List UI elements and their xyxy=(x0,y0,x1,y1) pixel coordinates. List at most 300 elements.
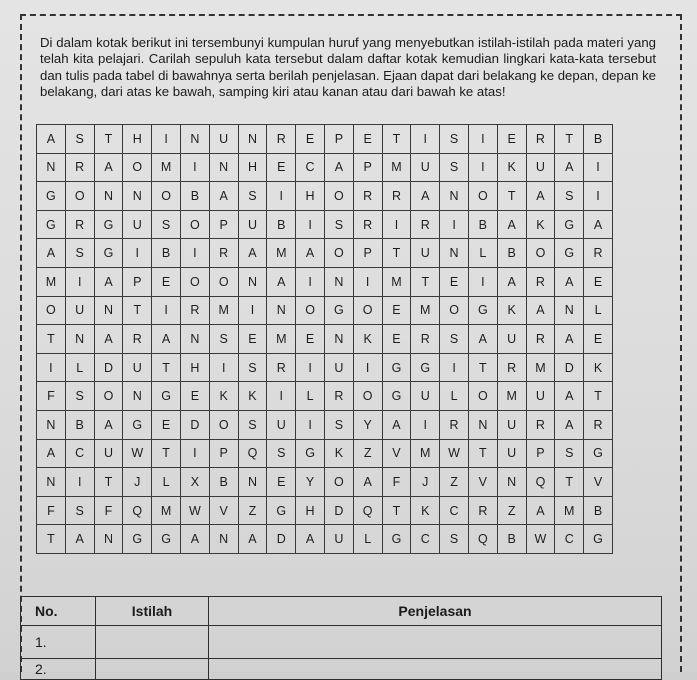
grid-letter-cell[interactable]: I xyxy=(584,153,613,182)
grid-letter-cell[interactable]: N xyxy=(324,267,353,296)
grid-letter-cell[interactable]: I xyxy=(468,125,497,154)
grid-letter-cell[interactable]: N xyxy=(238,468,267,497)
grid-letter-cell[interactable]: T xyxy=(468,439,497,468)
grid-letter-cell[interactable]: L xyxy=(296,382,325,411)
grid-letter-cell[interactable]: F xyxy=(37,382,66,411)
grid-letter-cell[interactable]: E xyxy=(584,325,613,354)
grid-letter-cell[interactable]: R xyxy=(267,125,296,154)
grid-letter-cell[interactable]: W xyxy=(526,525,555,554)
grid-letter-cell[interactable]: A xyxy=(209,182,238,211)
grid-letter-cell[interactable]: S xyxy=(440,525,469,554)
grid-letter-cell[interactable]: J xyxy=(411,468,440,497)
grid-letter-cell[interactable]: H xyxy=(180,353,209,382)
grid-letter-cell[interactable]: P xyxy=(209,210,238,239)
grid-letter-cell[interactable]: U xyxy=(123,210,152,239)
grid-letter-cell[interactable]: R xyxy=(411,325,440,354)
istilah-cell[interactable] xyxy=(96,626,209,659)
grid-letter-cell[interactable]: A xyxy=(382,410,411,439)
grid-letter-cell[interactable]: I xyxy=(468,153,497,182)
grid-letter-cell[interactable]: Z xyxy=(497,496,526,525)
grid-letter-cell[interactable]: R xyxy=(382,182,411,211)
grid-letter-cell[interactable]: B xyxy=(584,496,613,525)
grid-letter-cell[interactable]: U xyxy=(497,410,526,439)
grid-letter-cell[interactable]: U xyxy=(497,439,526,468)
grid-letter-cell[interactable]: E xyxy=(497,125,526,154)
grid-letter-cell[interactable]: U xyxy=(65,296,94,325)
grid-letter-cell[interactable]: N xyxy=(238,267,267,296)
grid-letter-cell[interactable]: Z xyxy=(238,496,267,525)
grid-letter-cell[interactable]: H xyxy=(123,125,152,154)
grid-letter-cell[interactable]: O xyxy=(324,182,353,211)
grid-letter-cell[interactable]: L xyxy=(468,239,497,268)
grid-letter-cell[interactable]: N xyxy=(94,296,123,325)
grid-letter-cell[interactable]: R xyxy=(526,267,555,296)
grid-letter-cell[interactable]: O xyxy=(180,267,209,296)
grid-letter-cell[interactable]: O xyxy=(526,239,555,268)
grid-letter-cell[interactable]: R xyxy=(468,496,497,525)
grid-letter-cell[interactable]: T xyxy=(37,525,66,554)
grid-letter-cell[interactable]: C xyxy=(296,153,325,182)
grid-letter-cell[interactable]: U xyxy=(324,525,353,554)
grid-letter-cell[interactable]: R xyxy=(209,239,238,268)
grid-letter-cell[interactable]: I xyxy=(209,353,238,382)
grid-letter-cell[interactable]: A xyxy=(468,325,497,354)
grid-letter-cell[interactable]: I xyxy=(353,267,382,296)
grid-letter-cell[interactable]: A xyxy=(353,468,382,497)
grid-letter-cell[interactable]: B xyxy=(468,210,497,239)
grid-letter-cell[interactable]: N xyxy=(180,325,209,354)
grid-letter-cell[interactable]: G xyxy=(382,382,411,411)
grid-letter-cell[interactable]: E xyxy=(296,325,325,354)
grid-letter-cell[interactable]: I xyxy=(267,182,296,211)
grid-letter-cell[interactable]: I xyxy=(411,410,440,439)
grid-letter-cell[interactable]: S xyxy=(555,182,584,211)
grid-letter-cell[interactable]: A xyxy=(296,525,325,554)
grid-letter-cell[interactable]: H xyxy=(238,153,267,182)
grid-letter-cell[interactable]: T xyxy=(123,296,152,325)
grid-letter-cell[interactable]: R xyxy=(123,325,152,354)
grid-letter-cell[interactable]: U xyxy=(411,382,440,411)
grid-letter-cell[interactable]: P xyxy=(123,267,152,296)
grid-letter-cell[interactable]: E xyxy=(152,410,181,439)
grid-letter-cell[interactable]: T xyxy=(152,353,181,382)
grid-letter-cell[interactable]: N xyxy=(123,382,152,411)
grid-letter-cell[interactable]: E xyxy=(152,267,181,296)
grid-letter-cell[interactable]: U xyxy=(94,439,123,468)
grid-letter-cell[interactable]: T xyxy=(555,468,584,497)
grid-letter-cell[interactable]: I xyxy=(37,353,66,382)
grid-letter-cell[interactable]: A xyxy=(238,525,267,554)
grid-letter-cell[interactable]: G xyxy=(555,210,584,239)
grid-letter-cell[interactable]: N xyxy=(324,325,353,354)
grid-letter-cell[interactable]: T xyxy=(37,325,66,354)
grid-letter-cell[interactable]: A xyxy=(267,267,296,296)
grid-letter-cell[interactable]: N xyxy=(37,468,66,497)
grid-letter-cell[interactable]: O xyxy=(37,296,66,325)
grid-letter-cell[interactable]: I xyxy=(65,267,94,296)
grid-letter-cell[interactable]: I xyxy=(152,125,181,154)
grid-letter-cell[interactable]: U xyxy=(526,382,555,411)
grid-letter-cell[interactable]: G xyxy=(37,210,66,239)
grid-letter-cell[interactable]: R xyxy=(267,353,296,382)
grid-letter-cell[interactable]: V xyxy=(382,439,411,468)
grid-letter-cell[interactable]: I xyxy=(296,267,325,296)
grid-letter-cell[interactable]: B xyxy=(180,182,209,211)
grid-letter-cell[interactable]: L xyxy=(353,525,382,554)
grid-letter-cell[interactable]: N xyxy=(37,153,66,182)
grid-letter-cell[interactable]: A xyxy=(94,267,123,296)
grid-letter-cell[interactable]: Q xyxy=(123,496,152,525)
grid-letter-cell[interactable]: A xyxy=(94,325,123,354)
grid-letter-cell[interactable]: O xyxy=(209,267,238,296)
grid-letter-cell[interactable]: C xyxy=(411,525,440,554)
grid-letter-cell[interactable]: Q xyxy=(468,525,497,554)
grid-letter-cell[interactable]: G xyxy=(584,439,613,468)
grid-letter-cell[interactable]: O xyxy=(468,382,497,411)
grid-letter-cell[interactable]: H xyxy=(296,496,325,525)
penjelasan-cell[interactable] xyxy=(209,626,662,659)
grid-letter-cell[interactable]: B xyxy=(65,410,94,439)
grid-letter-cell[interactable]: A xyxy=(526,182,555,211)
grid-letter-cell[interactable]: R xyxy=(65,153,94,182)
grid-letter-cell[interactable]: I xyxy=(180,153,209,182)
grid-letter-cell[interactable]: N xyxy=(440,182,469,211)
grid-letter-cell[interactable]: A xyxy=(526,496,555,525)
grid-letter-cell[interactable]: K xyxy=(497,296,526,325)
grid-letter-cell[interactable]: M xyxy=(209,296,238,325)
grid-letter-cell[interactable]: R xyxy=(584,410,613,439)
grid-letter-cell[interactable]: N xyxy=(209,153,238,182)
grid-letter-cell[interactable]: R xyxy=(353,182,382,211)
grid-letter-cell[interactable]: M xyxy=(411,439,440,468)
grid-letter-cell[interactable]: R xyxy=(497,353,526,382)
grid-letter-cell[interactable]: E xyxy=(238,325,267,354)
grid-letter-cell[interactable]: E xyxy=(382,296,411,325)
grid-letter-cell[interactable]: G xyxy=(324,296,353,325)
grid-letter-cell[interactable]: X xyxy=(180,468,209,497)
grid-letter-cell[interactable]: U xyxy=(123,353,152,382)
grid-letter-cell[interactable]: S xyxy=(65,125,94,154)
grid-letter-cell[interactable]: G xyxy=(123,525,152,554)
grid-letter-cell[interactable]: G xyxy=(382,353,411,382)
grid-letter-cell[interactable]: S xyxy=(152,210,181,239)
grid-letter-cell[interactable]: A xyxy=(37,239,66,268)
grid-letter-cell[interactable]: T xyxy=(382,239,411,268)
grid-letter-cell[interactable]: G xyxy=(94,210,123,239)
grid-letter-cell[interactable]: P xyxy=(353,239,382,268)
grid-letter-cell[interactable]: R xyxy=(584,239,613,268)
grid-letter-cell[interactable]: K xyxy=(584,353,613,382)
grid-letter-cell[interactable]: D xyxy=(555,353,584,382)
grid-letter-cell[interactable]: P xyxy=(526,439,555,468)
grid-letter-cell[interactable]: R xyxy=(324,382,353,411)
grid-letter-cell[interactable]: G xyxy=(555,239,584,268)
grid-letter-cell[interactable]: D xyxy=(94,353,123,382)
grid-letter-cell[interactable]: L xyxy=(65,353,94,382)
grid-letter-cell[interactable]: G xyxy=(152,525,181,554)
grid-letter-cell[interactable]: A xyxy=(555,267,584,296)
grid-letter-cell[interactable]: S xyxy=(65,496,94,525)
grid-letter-cell[interactable]: R xyxy=(411,210,440,239)
grid-letter-cell[interactable]: B xyxy=(267,210,296,239)
grid-letter-cell[interactable]: O xyxy=(353,296,382,325)
grid-letter-cell[interactable]: N xyxy=(555,296,584,325)
grid-letter-cell[interactable]: Q xyxy=(526,468,555,497)
istilah-cell[interactable] xyxy=(96,659,209,680)
grid-letter-cell[interactable]: Z xyxy=(353,439,382,468)
grid-letter-cell[interactable]: S xyxy=(440,125,469,154)
grid-letter-cell[interactable]: T xyxy=(382,125,411,154)
grid-letter-cell[interactable]: N xyxy=(440,239,469,268)
grid-letter-cell[interactable]: K xyxy=(411,496,440,525)
grid-letter-cell[interactable]: K xyxy=(324,439,353,468)
grid-letter-cell[interactable]: A xyxy=(411,182,440,211)
grid-letter-cell[interactable]: V xyxy=(584,468,613,497)
grid-letter-cell[interactable]: M xyxy=(555,496,584,525)
grid-letter-cell[interactable]: E xyxy=(180,382,209,411)
grid-letter-cell[interactable]: G xyxy=(123,410,152,439)
grid-letter-cell[interactable]: U xyxy=(267,410,296,439)
grid-letter-cell[interactable]: T xyxy=(468,353,497,382)
grid-letter-cell[interactable]: U xyxy=(411,153,440,182)
grid-letter-cell[interactable]: S xyxy=(238,182,267,211)
grid-letter-cell[interactable]: W xyxy=(180,496,209,525)
grid-letter-cell[interactable]: M xyxy=(382,153,411,182)
grid-letter-cell[interactable]: S xyxy=(238,410,267,439)
grid-letter-cell[interactable]: T xyxy=(382,496,411,525)
grid-letter-cell[interactable]: O xyxy=(324,468,353,497)
grid-letter-cell[interactable]: D xyxy=(324,496,353,525)
grid-letter-cell[interactable]: C xyxy=(555,525,584,554)
grid-letter-cell[interactable]: C xyxy=(440,496,469,525)
grid-letter-cell[interactable]: A xyxy=(94,410,123,439)
grid-letter-cell[interactable]: N xyxy=(123,182,152,211)
grid-letter-cell[interactable]: S xyxy=(209,325,238,354)
grid-letter-cell[interactable]: T xyxy=(497,182,526,211)
grid-letter-cell[interactable]: M xyxy=(497,382,526,411)
grid-letter-cell[interactable]: Y xyxy=(296,468,325,497)
grid-letter-cell[interactable]: U xyxy=(209,125,238,154)
grid-letter-cell[interactable]: I xyxy=(411,125,440,154)
grid-letter-cell[interactable]: B xyxy=(209,468,238,497)
grid-letter-cell[interactable]: T xyxy=(152,439,181,468)
grid-letter-cell[interactable]: A xyxy=(555,153,584,182)
grid-letter-cell[interactable]: V xyxy=(209,496,238,525)
grid-letter-cell[interactable]: G xyxy=(267,496,296,525)
grid-letter-cell[interactable]: P xyxy=(353,153,382,182)
grid-letter-cell[interactable]: U xyxy=(526,153,555,182)
grid-letter-cell[interactable]: O xyxy=(123,153,152,182)
grid-letter-cell[interactable]: E xyxy=(440,267,469,296)
grid-letter-cell[interactable]: I xyxy=(267,382,296,411)
grid-letter-cell[interactable]: O xyxy=(180,210,209,239)
grid-letter-cell[interactable]: U xyxy=(238,210,267,239)
grid-letter-cell[interactable]: R xyxy=(526,410,555,439)
grid-letter-cell[interactable]: I xyxy=(296,410,325,439)
grid-letter-cell[interactable]: W xyxy=(440,439,469,468)
grid-letter-cell[interactable]: A xyxy=(555,410,584,439)
grid-letter-cell[interactable]: G xyxy=(411,353,440,382)
grid-letter-cell[interactable]: O xyxy=(296,296,325,325)
grid-letter-cell[interactable]: M xyxy=(152,153,181,182)
grid-letter-cell[interactable]: I xyxy=(382,210,411,239)
grid-letter-cell[interactable]: E xyxy=(267,468,296,497)
grid-letter-cell[interactable]: R xyxy=(180,296,209,325)
grid-letter-cell[interactable]: Q xyxy=(238,439,267,468)
grid-letter-cell[interactable]: W xyxy=(123,439,152,468)
grid-letter-cell[interactable]: N xyxy=(180,125,209,154)
grid-letter-cell[interactable]: N xyxy=(94,182,123,211)
grid-letter-cell[interactable]: E xyxy=(296,125,325,154)
grid-letter-cell[interactable]: K xyxy=(238,382,267,411)
grid-letter-cell[interactable]: R xyxy=(440,410,469,439)
grid-letter-cell[interactable]: N xyxy=(37,410,66,439)
grid-letter-cell[interactable]: A xyxy=(37,125,66,154)
grid-letter-cell[interactable]: G xyxy=(94,239,123,268)
grid-letter-cell[interactable]: N xyxy=(468,410,497,439)
grid-letter-cell[interactable]: O xyxy=(94,382,123,411)
grid-letter-cell[interactable]: A xyxy=(555,325,584,354)
grid-letter-cell[interactable]: M xyxy=(152,496,181,525)
grid-letter-cell[interactable]: H xyxy=(296,182,325,211)
grid-letter-cell[interactable]: I xyxy=(65,468,94,497)
grid-letter-cell[interactable]: O xyxy=(209,410,238,439)
grid-letter-cell[interactable]: I xyxy=(440,353,469,382)
grid-letter-cell[interactable]: S xyxy=(65,239,94,268)
grid-letter-cell[interactable]: O xyxy=(152,182,181,211)
grid-letter-cell[interactable]: I xyxy=(180,439,209,468)
grid-letter-cell[interactable]: E xyxy=(353,125,382,154)
grid-letter-cell[interactable]: L xyxy=(584,296,613,325)
grid-letter-cell[interactable]: O xyxy=(468,182,497,211)
grid-letter-cell[interactable]: U xyxy=(324,353,353,382)
grid-letter-cell[interactable]: G xyxy=(296,439,325,468)
grid-letter-cell[interactable]: Z xyxy=(440,468,469,497)
grid-letter-cell[interactable]: O xyxy=(440,296,469,325)
grid-letter-cell[interactable]: K xyxy=(526,210,555,239)
grid-letter-cell[interactable]: G xyxy=(37,182,66,211)
grid-letter-cell[interactable]: K xyxy=(353,325,382,354)
grid-letter-cell[interactable]: M xyxy=(382,267,411,296)
grid-letter-cell[interactable]: B xyxy=(497,525,526,554)
grid-letter-cell[interactable]: T xyxy=(94,468,123,497)
grid-letter-cell[interactable]: U xyxy=(497,325,526,354)
grid-letter-cell[interactable]: G xyxy=(468,296,497,325)
grid-letter-cell[interactable]: S xyxy=(555,439,584,468)
grid-letter-cell[interactable]: R xyxy=(526,325,555,354)
grid-letter-cell[interactable]: N xyxy=(94,525,123,554)
grid-letter-cell[interactable]: I xyxy=(584,182,613,211)
grid-letter-cell[interactable]: M xyxy=(37,267,66,296)
grid-letter-cell[interactable]: E xyxy=(584,267,613,296)
grid-letter-cell[interactable]: N xyxy=(267,296,296,325)
grid-letter-cell[interactable]: B xyxy=(152,239,181,268)
grid-letter-cell[interactable]: A xyxy=(65,525,94,554)
grid-letter-cell[interactable]: M xyxy=(267,325,296,354)
grid-letter-cell[interactable]: T xyxy=(555,125,584,154)
grid-letter-cell[interactable]: O xyxy=(353,382,382,411)
grid-letter-cell[interactable]: L xyxy=(152,468,181,497)
grid-letter-cell[interactable]: A xyxy=(180,525,209,554)
grid-letter-cell[interactable]: P xyxy=(209,439,238,468)
grid-letter-cell[interactable]: B xyxy=(584,125,613,154)
grid-letter-cell[interactable]: A xyxy=(296,239,325,268)
grid-letter-cell[interactable]: F xyxy=(94,496,123,525)
grid-letter-cell[interactable]: A xyxy=(584,210,613,239)
grid-letter-cell[interactable]: I xyxy=(180,239,209,268)
grid-letter-cell[interactable]: R xyxy=(353,210,382,239)
grid-letter-cell[interactable]: S xyxy=(238,353,267,382)
grid-letter-cell[interactable]: A xyxy=(324,153,353,182)
grid-letter-cell[interactable]: G xyxy=(584,525,613,554)
grid-letter-cell[interactable]: R xyxy=(526,125,555,154)
grid-letter-cell[interactable]: E xyxy=(382,325,411,354)
grid-letter-cell[interactable]: I xyxy=(468,267,497,296)
grid-letter-cell[interactable]: R xyxy=(65,210,94,239)
grid-letter-cell[interactable]: S xyxy=(324,210,353,239)
grid-letter-cell[interactable]: M xyxy=(411,296,440,325)
grid-letter-cell[interactable]: B xyxy=(497,239,526,268)
grid-letter-cell[interactable]: U xyxy=(411,239,440,268)
grid-letter-cell[interactable]: N xyxy=(209,525,238,554)
grid-letter-cell[interactable]: N xyxy=(238,125,267,154)
grid-letter-cell[interactable]: N xyxy=(65,325,94,354)
grid-letter-cell[interactable]: M xyxy=(526,353,555,382)
grid-letter-cell[interactable]: G xyxy=(382,525,411,554)
grid-letter-cell[interactable]: E xyxy=(267,153,296,182)
grid-letter-cell[interactable]: T xyxy=(411,267,440,296)
grid-letter-cell[interactable]: J xyxy=(123,468,152,497)
grid-letter-cell[interactable]: D xyxy=(180,410,209,439)
grid-letter-cell[interactable]: V xyxy=(468,468,497,497)
grid-letter-cell[interactable]: A xyxy=(152,325,181,354)
grid-letter-cell[interactable]: A xyxy=(555,382,584,411)
grid-letter-cell[interactable]: Y xyxy=(353,410,382,439)
grid-letter-cell[interactable]: I xyxy=(440,210,469,239)
grid-letter-cell[interactable]: A xyxy=(526,296,555,325)
grid-letter-cell[interactable]: M xyxy=(267,239,296,268)
grid-letter-cell[interactable]: I xyxy=(296,353,325,382)
grid-letter-cell[interactable]: L xyxy=(440,382,469,411)
grid-letter-cell[interactable]: D xyxy=(267,525,296,554)
grid-letter-cell[interactable]: S xyxy=(267,439,296,468)
grid-letter-cell[interactable]: I xyxy=(353,353,382,382)
grid-letter-cell[interactable]: K xyxy=(209,382,238,411)
grid-letter-cell[interactable]: F xyxy=(382,468,411,497)
grid-letter-cell[interactable]: I xyxy=(123,239,152,268)
grid-letter-cell[interactable]: S xyxy=(440,153,469,182)
grid-letter-cell[interactable]: Q xyxy=(353,496,382,525)
penjelasan-cell[interactable] xyxy=(209,659,662,680)
grid-letter-cell[interactable]: N xyxy=(497,468,526,497)
grid-letter-cell[interactable]: S xyxy=(440,325,469,354)
grid-letter-cell[interactable]: K xyxy=(497,153,526,182)
grid-letter-cell[interactable]: G xyxy=(152,382,181,411)
grid-letter-cell[interactable]: A xyxy=(94,153,123,182)
grid-letter-cell[interactable]: O xyxy=(65,182,94,211)
grid-letter-cell[interactable]: I xyxy=(152,296,181,325)
grid-letter-cell[interactable]: T xyxy=(584,382,613,411)
grid-letter-cell[interactable]: A xyxy=(497,210,526,239)
grid-letter-cell[interactable]: A xyxy=(238,239,267,268)
grid-letter-cell[interactable]: A xyxy=(37,439,66,468)
grid-letter-cell[interactable]: I xyxy=(296,210,325,239)
grid-letter-cell[interactable]: S xyxy=(65,382,94,411)
grid-letter-cell[interactable]: P xyxy=(324,125,353,154)
grid-letter-cell[interactable]: T xyxy=(94,125,123,154)
grid-letter-cell[interactable]: C xyxy=(65,439,94,468)
grid-letter-cell[interactable]: A xyxy=(497,267,526,296)
